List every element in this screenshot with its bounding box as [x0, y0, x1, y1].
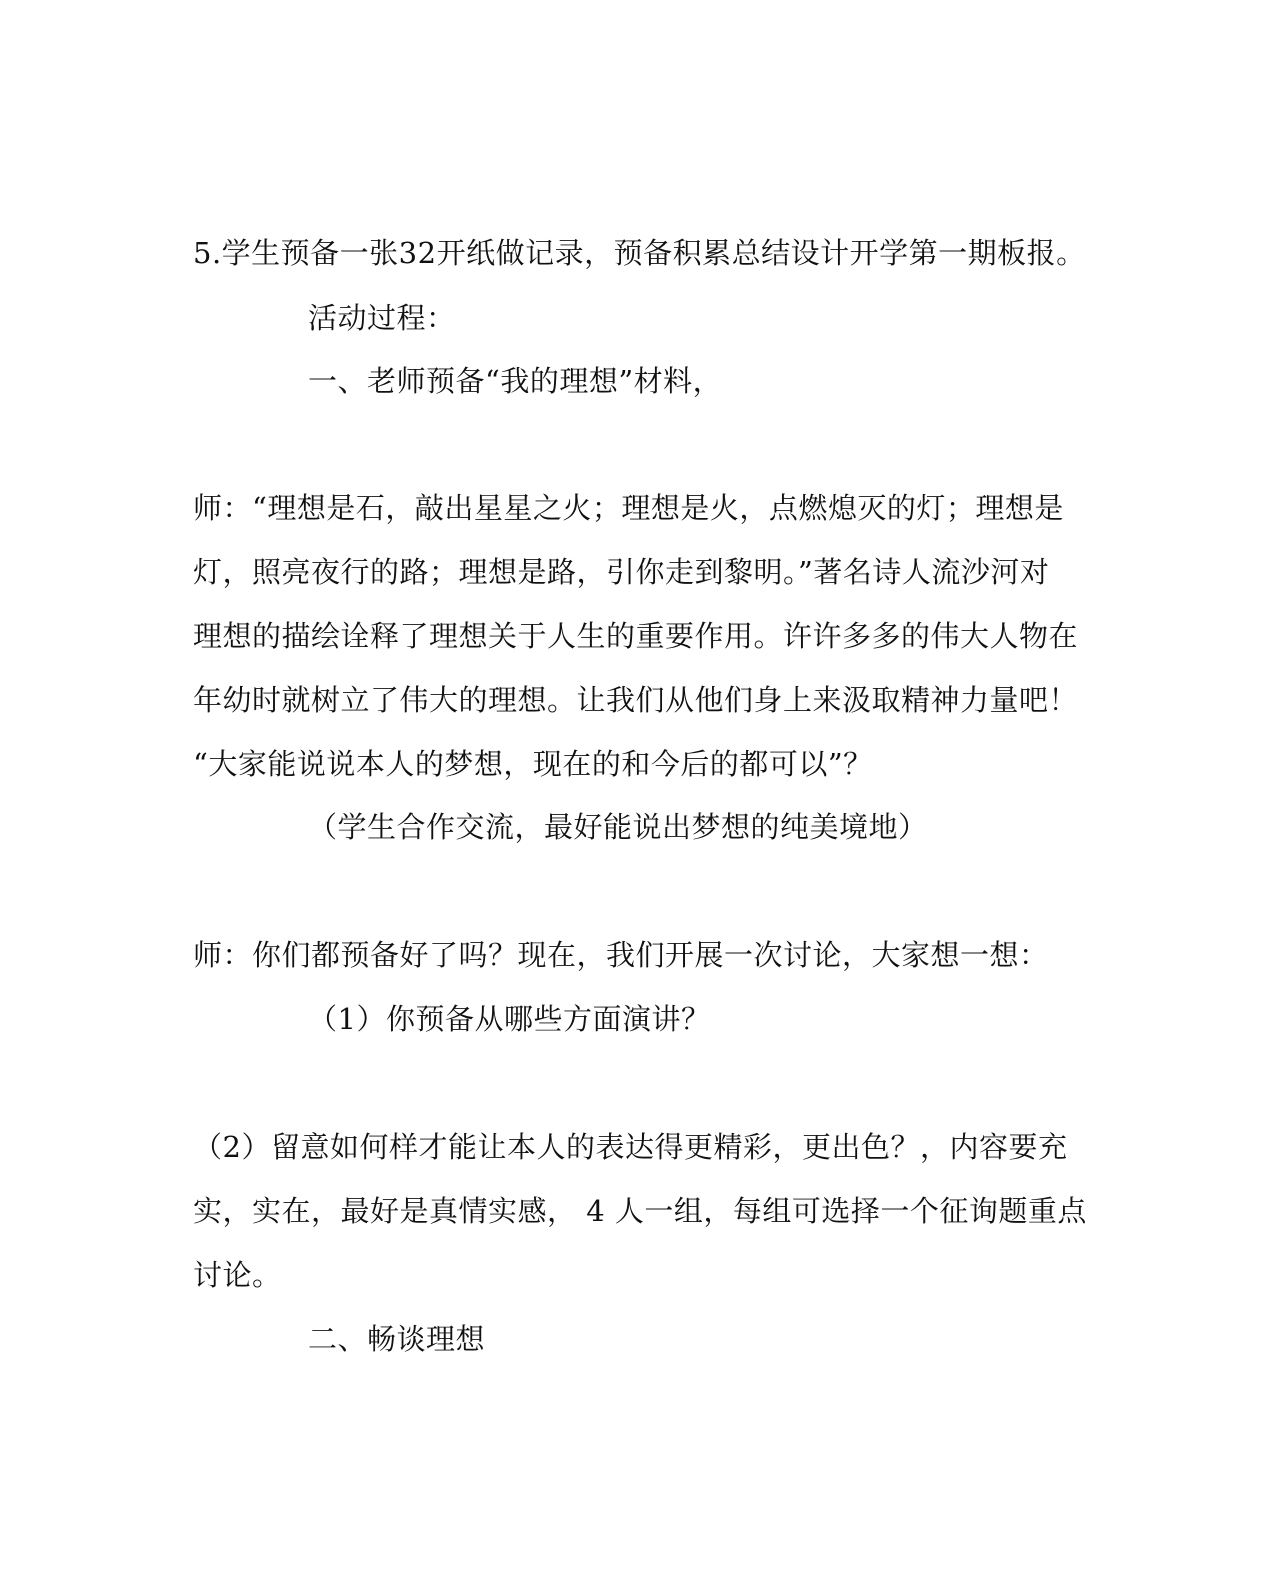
text-line: （2）留意如何样才能让本人的表达得更精彩，更出色？，内容要充	[193, 1130, 1068, 1164]
text-line: 5.学生预备一张32开纸做记录，预备积累总结设计开学第一期板报。	[193, 236, 1086, 270]
text-line: 年幼时就树立了伟大的理想。让我们从他们身上来汲取精神力量吧！	[193, 683, 1079, 717]
text-line: 理想的描绘诠释了理想关于人生的重要作用。许许多多的伟大人物在	[193, 619, 1079, 653]
text-line: （学生合作交流，最好能说出梦想的纯美境地）	[308, 810, 928, 844]
text-line: 师：“理想是石，敲出星星之火；理想是火，点燃熄灭的灯；理想是	[193, 491, 1064, 525]
section-heading: 一、老师预备“我的理想”材料，	[308, 364, 723, 398]
text-line: 灯，照亮夜行的路；理想是路，引你走到黎明。”著名诗人流沙河对	[193, 555, 1050, 589]
section-heading: 二、畅谈理想	[308, 1322, 486, 1356]
section-heading: 活动过程：	[308, 301, 456, 335]
text-line: “大家能说说本人的梦想，现在的和今后的都可以”？	[193, 747, 873, 781]
text-line: 讨论。	[193, 1258, 282, 1292]
text-line: 师：你们都预备好了吗？现在，我们开展一次讨论，大家想一想：	[193, 938, 1049, 972]
text-line: （1）你预备从哪些方面演讲？	[308, 1002, 711, 1036]
text-line: 实，实在，最好是真情实感， 4 人一组，每组可选择一个征询题重点	[193, 1194, 1087, 1228]
